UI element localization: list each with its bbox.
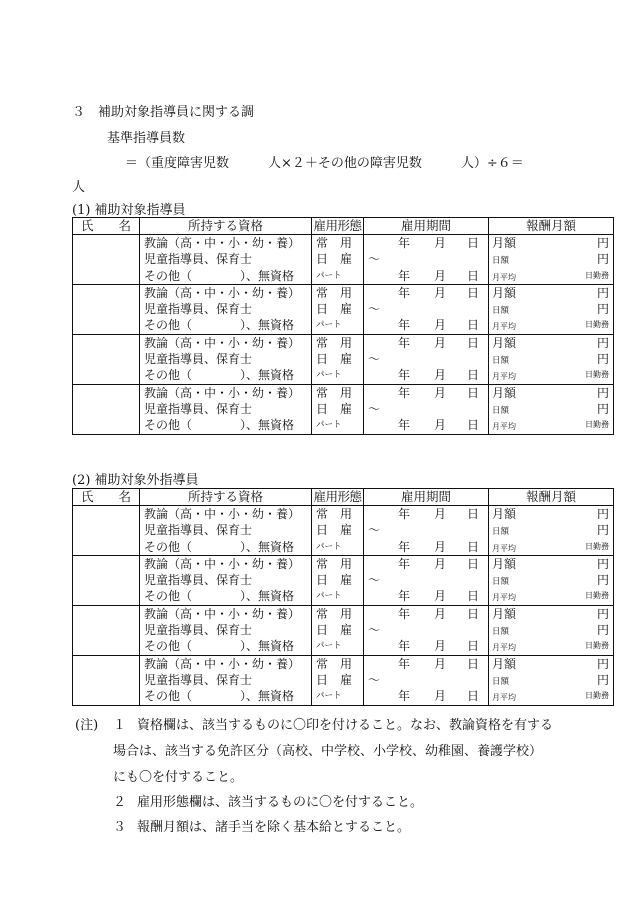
end-day-label: 日 bbox=[467, 418, 480, 433]
days-worked-label: 日勤務 bbox=[585, 370, 609, 380]
emp-regular: 常 用 bbox=[316, 556, 353, 571]
period-tilde: ～ bbox=[368, 672, 381, 687]
employment-type-cell[interactable] bbox=[312, 334, 364, 384]
period-cell[interactable] bbox=[364, 235, 489, 285]
end-day-label: 日 bbox=[467, 318, 480, 333]
pay-avg-label: 月平均 bbox=[492, 693, 516, 703]
qual-other: その他（ ）、無資格 bbox=[144, 689, 295, 704]
pay-avg-label: 月平均 bbox=[492, 422, 516, 432]
yen-label: 円 bbox=[596, 556, 609, 571]
header-qualification: 所持する資格 bbox=[140, 218, 312, 235]
table-row bbox=[73, 555, 614, 605]
yen-label: 円 bbox=[596, 606, 609, 621]
pay-avg-label: 月平均 bbox=[492, 322, 516, 332]
header-employment-type: 雇用形態 bbox=[313, 489, 362, 504]
pay-cell[interactable] bbox=[489, 284, 614, 334]
period-tilde: ～ bbox=[368, 523, 381, 538]
start-year-label: 年 bbox=[398, 385, 411, 400]
end-month-label: 月 bbox=[434, 268, 447, 283]
pay-monthly-label: 月額 bbox=[492, 556, 517, 571]
days-worked-label: 日勤務 bbox=[585, 420, 609, 430]
period-tilde: ～ bbox=[368, 573, 381, 588]
formula-tail: 人 bbox=[72, 180, 86, 195]
qual-childcare: 児童指導員、保育士 bbox=[144, 401, 253, 416]
header-period: 雇用期間 bbox=[364, 489, 489, 506]
pay-avg-label: 月平均 bbox=[492, 543, 516, 553]
qual-teacher: 教論（高・中・小・幼・養） bbox=[144, 656, 301, 671]
note-3-num: ３ bbox=[113, 820, 127, 835]
pay-monthly-label: 月額 bbox=[492, 606, 517, 621]
days-worked-label: 日勤務 bbox=[585, 591, 609, 601]
pay-daily-label: 日額 bbox=[492, 405, 510, 416]
yen-label: 円 bbox=[596, 401, 609, 416]
qual-other: その他（ ）、無資格 bbox=[144, 639, 295, 654]
emp-regular: 常 用 bbox=[316, 656, 353, 671]
period-cell[interactable] bbox=[364, 384, 489, 434]
end-year-label: 年 bbox=[398, 318, 411, 333]
start-day-label: 日 bbox=[467, 335, 480, 350]
pay-cell[interactable] bbox=[489, 655, 614, 705]
start-year-label: 年 bbox=[398, 656, 411, 671]
start-year-label: 年 bbox=[398, 236, 411, 250]
pay-monthly-label: 月額 bbox=[492, 507, 517, 521]
end-day-label: 日 bbox=[467, 368, 480, 383]
days-worked-label: 日勤務 bbox=[585, 320, 609, 330]
section-heading: ３ 補助対象指導員に関する調 bbox=[72, 105, 255, 120]
name-cell[interactable] bbox=[73, 605, 140, 655]
pay-daily-label: 日額 bbox=[492, 676, 510, 687]
start-month-label: 月 bbox=[434, 335, 447, 350]
start-month-label: 月 bbox=[434, 507, 447, 521]
name-cell[interactable] bbox=[73, 655, 140, 705]
header-employment-type: 雇用形態 bbox=[313, 218, 362, 233]
emp-regular: 常 用 bbox=[316, 606, 353, 621]
header-name: 氏 名 bbox=[73, 218, 140, 235]
emp-daily: 日 雇 bbox=[316, 352, 353, 367]
pay-daily-label: 日額 bbox=[492, 627, 510, 638]
qualification-cell[interactable] bbox=[140, 506, 312, 556]
start-year-label: 年 bbox=[398, 285, 411, 300]
start-day-label: 日 bbox=[467, 385, 480, 400]
days-worked-label: 日勤務 bbox=[585, 541, 609, 551]
end-day-label: 日 bbox=[467, 589, 480, 604]
emp-daily: 日 雇 bbox=[316, 401, 353, 416]
yen-label: 円 bbox=[596, 236, 609, 250]
table-row bbox=[73, 655, 614, 705]
period-tilde: ～ bbox=[368, 302, 381, 317]
emp-daily: 日 雇 bbox=[316, 573, 353, 588]
note-2-num: ２ bbox=[113, 795, 127, 810]
pay-avg-label: 月平均 bbox=[492, 372, 516, 382]
emp-parttime: パート bbox=[316, 270, 342, 281]
employment-type-cell[interactable] bbox=[312, 605, 364, 655]
qual-childcare: 児童指導員、保育士 bbox=[144, 302, 253, 317]
qual-teacher: 教論（高・中・小・幼・養） bbox=[144, 335, 301, 350]
qualification-cell[interactable] bbox=[140, 235, 312, 285]
table-row bbox=[73, 334, 614, 384]
name-cell[interactable] bbox=[73, 384, 140, 434]
pay-cell[interactable] bbox=[489, 384, 614, 434]
end-month-label: 月 bbox=[434, 318, 447, 333]
qual-other: その他（ ）、無資格 bbox=[144, 589, 295, 604]
name-cell[interactable] bbox=[73, 334, 140, 384]
emp-daily: 日 雇 bbox=[316, 523, 353, 538]
table-2-title: (2) 補助対象外指導員 bbox=[72, 473, 199, 488]
days-worked-label: 日勤務 bbox=[585, 691, 609, 701]
start-month-label: 月 bbox=[434, 385, 447, 400]
employment-type-cell[interactable] bbox=[312, 284, 364, 334]
pay-cell[interactable] bbox=[489, 605, 614, 655]
pay-cell[interactable] bbox=[489, 555, 614, 605]
qual-teacher: 教論（高・中・小・幼・養） bbox=[144, 556, 301, 571]
yen-label: 円 bbox=[596, 285, 609, 300]
emp-parttime: パート bbox=[316, 320, 342, 331]
emp-daily: 日 雇 bbox=[316, 672, 353, 687]
name-cell[interactable] bbox=[73, 235, 140, 285]
period-tilde: ～ bbox=[368, 401, 381, 416]
start-month-label: 月 bbox=[434, 236, 447, 250]
qual-other: その他（ ）、無資格 bbox=[144, 418, 295, 433]
table-row bbox=[73, 605, 614, 655]
start-year-label: 年 bbox=[398, 335, 411, 350]
days-worked-label: 日勤務 bbox=[585, 641, 609, 651]
period-cell[interactable] bbox=[364, 334, 489, 384]
period-cell[interactable] bbox=[364, 655, 489, 705]
pay-daily-label: 日額 bbox=[492, 256, 510, 267]
emp-parttime: パート bbox=[316, 541, 342, 552]
table-row bbox=[73, 235, 614, 285]
end-year-label: 年 bbox=[398, 368, 411, 383]
pay-cell[interactable] bbox=[489, 235, 614, 285]
start-day-label: 日 bbox=[467, 606, 480, 621]
emp-regular: 常 用 bbox=[316, 236, 353, 250]
qual-teacher: 教論（高・中・小・幼・養） bbox=[144, 285, 301, 300]
period-tilde: ～ bbox=[368, 252, 381, 267]
start-day-label: 日 bbox=[467, 656, 480, 671]
yen-label: 円 bbox=[596, 335, 609, 350]
table-row bbox=[73, 284, 614, 334]
end-year-label: 年 bbox=[398, 689, 411, 704]
period-cell[interactable] bbox=[364, 555, 489, 605]
qual-teacher: 教論（高・中・小・幼・養） bbox=[144, 507, 301, 521]
qual-other: その他（ ）、無資格 bbox=[144, 268, 295, 283]
table-row bbox=[73, 506, 614, 556]
end-year-label: 年 bbox=[398, 589, 411, 604]
pay-daily-label: 日額 bbox=[492, 306, 510, 317]
pay-monthly-label: 月額 bbox=[492, 236, 517, 250]
pay-daily-label: 日額 bbox=[492, 527, 510, 538]
start-year-label: 年 bbox=[398, 556, 411, 571]
qual-childcare: 児童指導員、保育士 bbox=[144, 573, 253, 588]
emp-daily: 日 雇 bbox=[316, 302, 353, 317]
start-month-label: 月 bbox=[434, 606, 447, 621]
pay-daily-label: 日額 bbox=[492, 356, 510, 367]
qualification-cell[interactable] bbox=[140, 384, 312, 434]
qual-childcare: 児童指導員、保育士 bbox=[144, 252, 253, 267]
notes-prefix: (注) bbox=[75, 718, 99, 733]
qual-teacher: 教論（高・中・小・幼・養） bbox=[144, 606, 301, 621]
table-1 bbox=[72, 217, 614, 435]
name-cell[interactable] bbox=[73, 555, 140, 605]
end-day-label: 日 bbox=[467, 639, 480, 654]
note-1-num: １ bbox=[113, 718, 127, 733]
qual-childcare: 児童指導員、保育士 bbox=[144, 523, 253, 538]
pay-avg-label: 月平均 bbox=[492, 272, 516, 282]
qualification-cell[interactable] bbox=[140, 555, 312, 605]
qualification-cell[interactable] bbox=[140, 605, 312, 655]
yen-label: 円 bbox=[596, 573, 609, 588]
emp-regular: 常 用 bbox=[316, 285, 353, 300]
qualification-cell[interactable] bbox=[140, 655, 312, 705]
yen-label: 円 bbox=[596, 252, 609, 267]
qualification-cell[interactable] bbox=[140, 284, 312, 334]
end-year-label: 年 bbox=[398, 268, 411, 283]
base-count-label: 基準指導員数 bbox=[107, 131, 186, 146]
emp-parttime: パート bbox=[316, 641, 342, 652]
yen-label: 円 bbox=[596, 352, 609, 367]
start-month-label: 月 bbox=[434, 556, 447, 571]
pay-avg-label: 月平均 bbox=[492, 593, 516, 603]
pay-monthly-label: 月額 bbox=[492, 335, 517, 350]
employment-type-cell[interactable] bbox=[312, 655, 364, 705]
end-month-label: 月 bbox=[434, 639, 447, 654]
end-day-label: 日 bbox=[467, 539, 480, 554]
emp-regular: 常 用 bbox=[316, 385, 353, 400]
end-day-label: 日 bbox=[467, 268, 480, 283]
header-name: 氏 名 bbox=[73, 489, 140, 506]
emp-daily: 日 雇 bbox=[316, 252, 353, 267]
qual-teacher: 教論（高・中・小・幼・養） bbox=[144, 385, 301, 400]
table-2 bbox=[72, 488, 614, 706]
qualification-cell[interactable] bbox=[140, 334, 312, 384]
header-period: 雇用期間 bbox=[364, 218, 489, 235]
period-tilde: ～ bbox=[368, 352, 381, 367]
note-2-line-1: 雇用形態欄は、該当するものに〇を付すること。 bbox=[137, 795, 424, 810]
qual-teacher: 教論（高・中・小・幼・養） bbox=[144, 236, 301, 250]
yen-label: 円 bbox=[596, 623, 609, 638]
yen-label: 円 bbox=[596, 385, 609, 400]
days-worked-label: 日勤務 bbox=[585, 270, 609, 280]
header-qualification: 所持する資格 bbox=[140, 489, 312, 506]
pay-monthly-label: 月額 bbox=[492, 285, 517, 300]
period-cell[interactable] bbox=[364, 284, 489, 334]
pay-avg-label: 月平均 bbox=[492, 643, 516, 653]
end-year-label: 年 bbox=[398, 639, 411, 654]
pay-cell[interactable] bbox=[489, 334, 614, 384]
period-cell[interactable] bbox=[364, 506, 489, 556]
yen-label: 円 bbox=[596, 302, 609, 317]
emp-parttime: パート bbox=[316, 591, 342, 602]
pay-monthly-label: 月額 bbox=[492, 656, 517, 671]
table-row bbox=[73, 384, 614, 434]
end-year-label: 年 bbox=[398, 539, 411, 554]
employment-type-cell[interactable] bbox=[312, 384, 364, 434]
note-1-line-3: にも〇を付すること。 bbox=[113, 770, 244, 785]
end-month-label: 月 bbox=[434, 418, 447, 433]
yen-label: 円 bbox=[596, 523, 609, 538]
period-tilde: ～ bbox=[368, 623, 381, 638]
yen-label: 円 bbox=[596, 672, 609, 687]
emp-parttime: パート bbox=[316, 420, 342, 431]
qual-other: その他（ ）、無資格 bbox=[144, 539, 295, 554]
end-year-label: 年 bbox=[398, 418, 411, 433]
start-day-label: 日 bbox=[467, 507, 480, 521]
yen-label: 円 bbox=[596, 656, 609, 671]
end-month-label: 月 bbox=[434, 368, 447, 383]
qual-childcare: 児童指導員、保育士 bbox=[144, 623, 253, 638]
emp-regular: 常 用 bbox=[316, 335, 353, 350]
start-day-label: 日 bbox=[467, 556, 480, 571]
employment-type-cell[interactable] bbox=[312, 555, 364, 605]
emp-parttime: パート bbox=[316, 370, 342, 381]
start-year-label: 年 bbox=[398, 507, 411, 521]
employment-type-cell[interactable] bbox=[312, 235, 364, 285]
start-year-label: 年 bbox=[398, 606, 411, 621]
start-day-label: 日 bbox=[467, 285, 480, 300]
pay-cell[interactable] bbox=[489, 506, 614, 556]
note-3-line-1: 報酬月額は、諸手当を除く基本給とすること。 bbox=[137, 820, 411, 835]
end-month-label: 月 bbox=[434, 689, 447, 704]
note-1-line-2: 場合は、該当する免許区分（高校、中学校、小学校、幼稚園、養護学校） bbox=[113, 744, 543, 759]
start-month-label: 月 bbox=[434, 656, 447, 671]
emp-daily: 日 雇 bbox=[316, 623, 353, 638]
start-month-label: 月 bbox=[434, 285, 447, 300]
name-cell[interactable] bbox=[73, 284, 140, 334]
header-pay: 報酬月額 bbox=[489, 489, 614, 506]
end-month-label: 月 bbox=[434, 539, 447, 554]
yen-label: 円 bbox=[596, 507, 609, 521]
qual-other: その他（ ）、無資格 bbox=[144, 318, 295, 333]
name-cell[interactable] bbox=[73, 506, 140, 556]
qual-childcare: 児童指導員、保育士 bbox=[144, 352, 253, 367]
end-day-label: 日 bbox=[467, 689, 480, 704]
emp-parttime: パート bbox=[316, 691, 342, 702]
qual-childcare: 児童指導員、保育士 bbox=[144, 672, 253, 687]
period-cell[interactable] bbox=[364, 605, 489, 655]
start-day-label: 日 bbox=[467, 236, 480, 250]
formula: ＝（重度障害児数 人×２＋その他の障害児数 人）÷６＝ bbox=[125, 156, 524, 171]
pay-daily-label: 日額 bbox=[492, 577, 510, 588]
qual-other: その他（ ）、無資格 bbox=[144, 368, 295, 383]
table-1-title: (1) 補助対象指導員 bbox=[72, 203, 186, 218]
employment-type-cell[interactable] bbox=[312, 506, 364, 556]
header-pay: 報酬月額 bbox=[489, 218, 614, 235]
pay-monthly-label: 月額 bbox=[492, 385, 517, 400]
end-month-label: 月 bbox=[434, 589, 447, 604]
emp-regular: 常 用 bbox=[316, 507, 353, 521]
note-1-line-1: 資格欄は、該当するものに〇印を付けること。なお、教論資格を有する bbox=[137, 718, 554, 733]
